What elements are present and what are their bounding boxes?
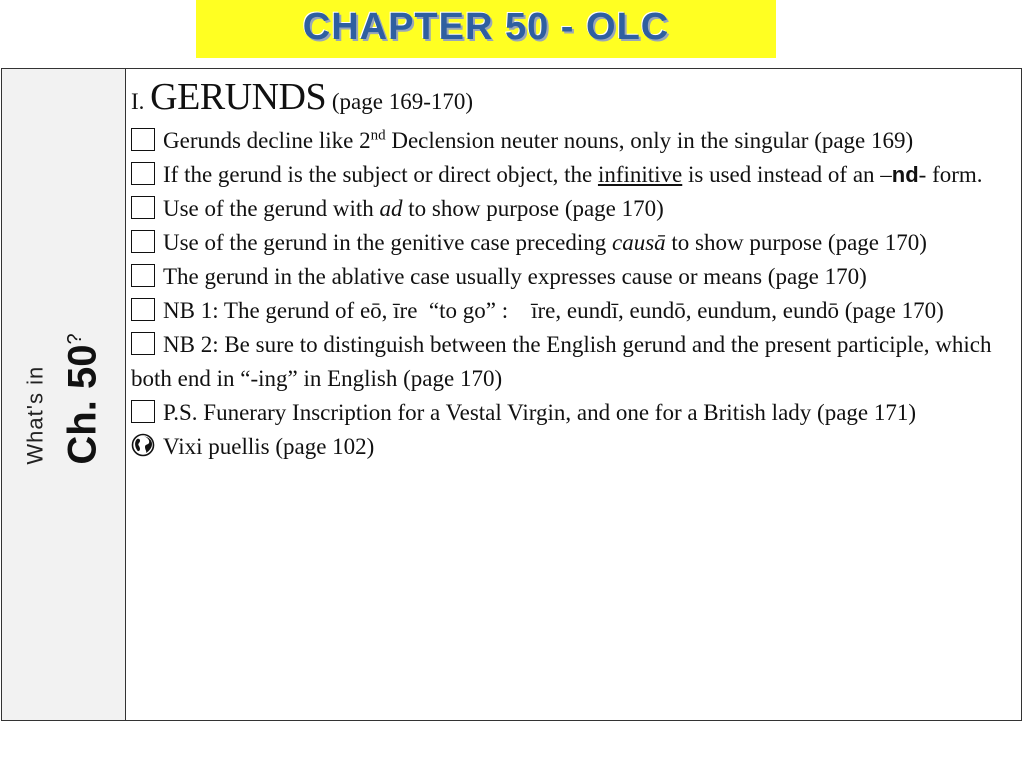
content-table xyxy=(1,68,1022,721)
item-text: Use of the gerund with xyxy=(163,196,380,221)
item-text: Vixi puellis (page 102) xyxy=(163,434,375,459)
checkbox-icon[interactable] xyxy=(131,298,155,321)
content-cell xyxy=(126,69,1021,720)
checkbox-icon[interactable] xyxy=(131,332,155,355)
item-underlined: infinitive xyxy=(597,162,683,187)
item-italic: ad xyxy=(379,196,403,221)
list-item xyxy=(131,192,1017,226)
side-label-small: What's in xyxy=(22,365,48,465)
item-superscript: nd xyxy=(370,127,386,144)
item-bold: nd xyxy=(891,162,919,187)
heading-numeral: I. xyxy=(131,89,145,114)
item-text: P.S. Funerary Inscription for a Vestal Virgin, and one for a British lady (page 171) xyxy=(163,400,917,425)
list-item xyxy=(131,158,1017,192)
checkbox-icon[interactable] xyxy=(131,196,155,219)
item-text: If the gerund is the subject or direct object, the xyxy=(163,162,598,187)
side-label-chapter xyxy=(61,333,106,464)
checkbox-icon[interactable] xyxy=(131,400,155,423)
globe-icon[interactable] xyxy=(131,433,155,457)
item-text: to show purpose (page 170) xyxy=(665,230,927,255)
checkbox-icon[interactable] xyxy=(131,128,155,151)
side-label-question: ? xyxy=(64,333,87,345)
item-italic: causā xyxy=(611,230,666,255)
side-label xyxy=(23,333,106,464)
list-item xyxy=(131,260,1017,294)
checkbox-icon[interactable] xyxy=(131,264,155,287)
heading-pages: (page 169-170) xyxy=(331,89,474,114)
list-item xyxy=(131,396,1017,430)
item-text: Gerunds decline like 2 xyxy=(163,128,371,153)
chapter-banner xyxy=(196,0,776,58)
section-heading xyxy=(131,75,1017,124)
item-text: to show purpose (page 170) xyxy=(402,196,664,221)
item-text: NB 2: Be sure to distinguish between the English gerund and the present participle, which both end in “-ing” in English (page 170) xyxy=(131,332,992,391)
side-label-chapter-text: Ch. 50 xyxy=(60,344,105,465)
item-text: - form. xyxy=(918,162,983,187)
list-item xyxy=(131,328,1017,396)
item-text: NB 1: The gerund of eō, īre “to go” : īre, eundī, eundō, eundum, eundō (page 170) xyxy=(163,298,944,323)
chapter-title: CHAPTER 50 - OLC xyxy=(302,5,670,48)
heading-title: GERUNDS xyxy=(150,76,327,118)
list-item xyxy=(131,294,1017,328)
list-item xyxy=(131,226,1017,260)
item-text: Use of the gerund in the genitive case preceding xyxy=(163,230,612,255)
checkbox-icon[interactable] xyxy=(131,230,155,253)
side-label-cell xyxy=(2,69,126,720)
item-text: is used instead of an – xyxy=(682,162,892,187)
checkbox-icon[interactable] xyxy=(131,162,155,185)
item-text: The gerund in the ablative case usually expresses cause or means (page 170) xyxy=(163,264,867,289)
list-item xyxy=(131,430,1017,464)
item-text: Declension neuter nouns, only in the singular (page 169) xyxy=(385,128,914,153)
list-item xyxy=(131,124,1017,158)
